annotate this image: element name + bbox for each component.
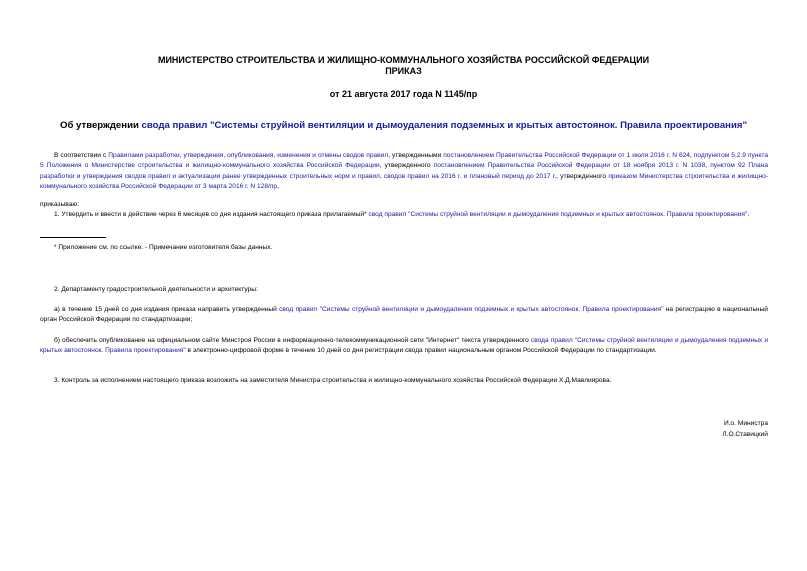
- paragraph-item-1: [40, 210, 768, 220]
- paragraph-item-2b: [40, 336, 768, 357]
- item-2a-code-link[interactable]: свод правил "Системы струйной вентиляции и дымоудаления подземных и крытых автостоянок. Правила проектирования": [279, 306, 664, 313]
- paragraph-item-3: 3. Контроль за исполнением настоящего приказа возложить на заместителя Министра строительства и жилищно-коммунального хозяйства Российской Федерации Х.Д.Мавлиярова.: [54, 377, 612, 384]
- preamble-text-4: , утвержденного: [379, 162, 434, 170]
- item-2a-text-1: а) в течение 15 дней со дня издания приказа направить утвержденный: [54, 306, 280, 313]
- title-prefix: Об утверждении: [60, 120, 142, 131]
- paragraph-item-2a: [40, 305, 768, 326]
- rules-link[interactable]: Правилами разработки, утверждения, опубликования, изменения и отмены сводов правил: [108, 152, 389, 159]
- paragraph-preamble: [40, 151, 768, 193]
- ministry-name: МИНИСТЕРСТВО СТРОИТЕЛЬСТВА И ЖИЛИЩНО-КОММУНАЛЬНОГО ХОЗЯЙСТВА РОССИЙСКОЙ ФЕДЕРАЦИИ: [157, 55, 650, 65]
- signatory-position: И.о. Министра: [723, 420, 768, 427]
- title-link[interactable]: свода правил "Системы струйной вентиляции и дымоудаления подземных и крытых автостоянок. Правила проектирования": [141, 120, 747, 131]
- document-header: [0, 55, 807, 77]
- preamble-text-1: В соответствии с: [54, 152, 109, 159]
- preamble-text-6: , утвержденного: [556, 172, 609, 180]
- item-2b-text-2: в электронно-цифровой форме в течение 10 дней со дня регистрации свода правил национальным органом Российской Федерации по стандартизации.: [185, 347, 657, 355]
- item-2b-text-1: б) обеспечить опубликование на официальном сайте Минстроя России в информационно-телекоммуникационной сети "Интернет" текста утвержденного: [54, 337, 531, 344]
- item-1-code-link[interactable]: свод правил "Системы струйной вентиляции и дымоудаления подземных и крытых автостоянок. Правила проектирования": [368, 211, 748, 218]
- item-1-text-2: .: [747, 211, 750, 218]
- footnote: * Приложение см. по ссылке. - Примечание изготовителя базы данных.: [54, 244, 273, 251]
- plan-item-92-link[interactable]: пунктом 92 Плана разработки и утверждения сводов правил и актуализации ранее утвержденных строительных норм и правил, сводов правил на 2016 г. и плановый период до 2017 г.: [40, 162, 768, 180]
- item-2a-text-2: на регистрацию в национальный орган Российской Федерации по стандартизации;: [40, 306, 768, 324]
- preamble-text-3: ,: [689, 152, 694, 159]
- item-1-text-1: 1. Утвердить и ввести в действие через 6 месяцев со дня издания настоящего приказа прилагаемый*: [54, 211, 369, 218]
- footnote-divider: [40, 237, 106, 238]
- preamble-text-5: ,: [705, 162, 711, 170]
- paragraph-item-2: 2. Департаменту градостроительной деятельности и архитектуры:: [54, 286, 258, 293]
- resolution-624-link[interactable]: постановлением Правительства Российской Федерации от 1 июля 2016 г. N 624: [443, 152, 690, 159]
- resolution-1038-link[interactable]: постановлением Правительства Российской Федерации от 18 ноября 2013 г. N 1038: [433, 162, 706, 170]
- preamble-text-2: , утвержденными: [388, 152, 444, 159]
- document-title: [30, 120, 777, 132]
- order-128-link[interactable]: приказом Министерства строительства и жилищно-коммунального хозяйства Российской Федерации от 3 марта 2016 г. N 128/пр: [40, 172, 768, 191]
- document-type: ПРИКАЗ: [385, 66, 422, 76]
- paragraph-order-word: приказываю:: [40, 201, 80, 208]
- signature-block: [722, 418, 768, 440]
- signatory-name: Л.О.Ставицкий: [722, 431, 768, 438]
- preamble-text-7: ,: [277, 183, 279, 191]
- document-date-number: от 21 августа 2017 года N 1145/пр: [329, 89, 478, 99]
- item-2b-code-link[interactable]: свода правил "Системы струйной вентиляции и дымоудаления подземных и крытых автостоянок. Правила проектирования": [40, 337, 769, 355]
- ministry-regulation-link[interactable]: подпунктом 5.2.9 пункта 5 Положения о Министерстве строительства и жилищно-коммунального хозяйства Российской Федерации: [40, 152, 769, 170]
